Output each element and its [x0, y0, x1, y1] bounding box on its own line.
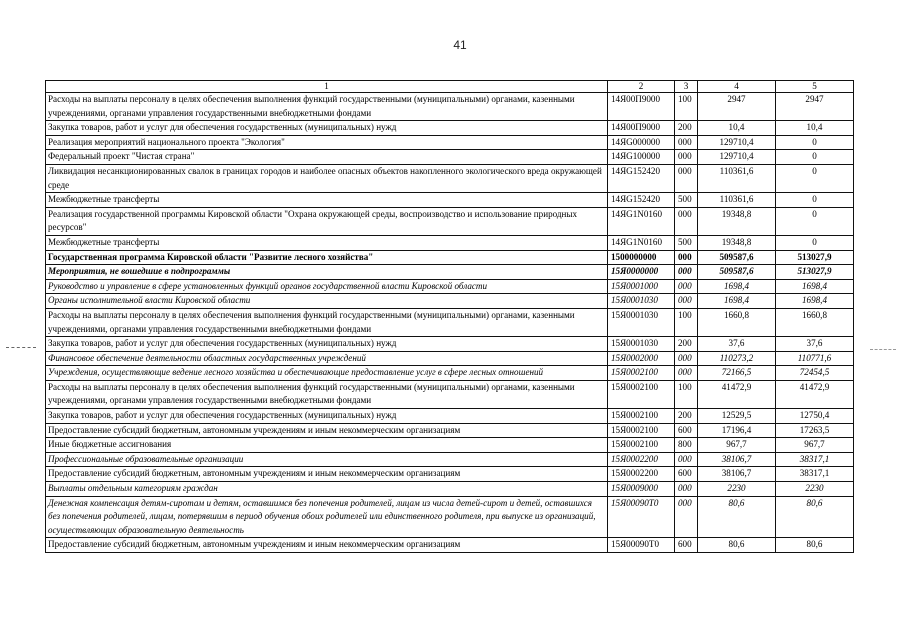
row-value-2: 0 — [776, 235, 854, 250]
row-value-1: 19348,8 — [698, 207, 776, 235]
row-expense-kind: 100 — [675, 380, 698, 408]
row-target-code: 15Я00090Т0 — [608, 538, 675, 553]
row-expense-kind: 000 — [675, 294, 698, 309]
row-value-2: 0 — [776, 150, 854, 165]
row-expense-kind: 000 — [675, 496, 698, 538]
row-value-2: 1698,4 — [776, 279, 854, 294]
row-description: Государственная программа Кировской области "Развитие лесного хозяйства" — [46, 250, 608, 265]
row-description: Денежная компенсация детям-сиротам и детям, оставшимся без попечения родителей, лицам из числа детей-сирот и детей, оставшихся без попечения родителей, лицам, потерявшим в период обучения обоих родителей или единственного родителя, при выпуске из организаций, осуществляющих образовательную деятельность — [46, 496, 608, 538]
table-row — [46, 409, 854, 424]
row-expense-kind: 200 — [675, 337, 698, 352]
row-value-2: 0 — [776, 164, 854, 192]
row-value-1: 19348,8 — [698, 235, 776, 250]
row-description: Органы исполнительной власти Кировской области — [46, 294, 608, 309]
table-row — [46, 193, 854, 208]
row-value-1: 2230 — [698, 482, 776, 497]
row-value-2: 2947 — [776, 93, 854, 121]
row-value-1: 1698,4 — [698, 294, 776, 309]
row-description: Расходы на выплаты персоналу в целях обеспечения выполнения функций государственными (муниципальными) органами, казенными учреждениями, органами управления государственными внебюджетными фондами — [46, 93, 608, 121]
row-value-1: 80,6 — [698, 538, 776, 553]
row-expense-kind: 000 — [675, 250, 698, 265]
row-value-2: 17263,5 — [776, 423, 854, 438]
row-value-2: 1660,8 — [776, 308, 854, 336]
row-value-1: 80,6 — [698, 496, 776, 538]
row-value-2: 2230 — [776, 482, 854, 497]
row-expense-kind: 000 — [675, 207, 698, 235]
row-description: Предоставление субсидий бюджетным, автономным учреждениям и иным некоммерческим организациям — [46, 423, 608, 438]
row-value-2: 10,4 — [776, 121, 854, 136]
row-value-2: 38317,1 — [776, 467, 854, 482]
row-expense-kind: 000 — [675, 452, 698, 467]
row-target-code: 15Я0009000 — [608, 482, 675, 497]
table-row — [46, 467, 854, 482]
row-target-code: 15Я0002100 — [608, 380, 675, 408]
row-description: Предоставление субсидий бюджетным, автономным учреждениям и иным некоммерческим организациям — [46, 538, 608, 553]
table-row — [46, 265, 854, 280]
row-description: Учреждения, осуществляющие ведение лесного хозяйства и обеспечивающие предоставление услуг в сфере лесных отношений — [46, 366, 608, 381]
row-value-1: 2947 — [698, 93, 776, 121]
row-value-2: 80,6 — [776, 496, 854, 538]
row-expense-kind: 000 — [675, 482, 698, 497]
row-value-1: 110361,6 — [698, 193, 776, 208]
table-row — [46, 380, 854, 408]
budget-table — [45, 80, 854, 553]
row-value-2: 80,6 — [776, 538, 854, 553]
row-target-code: 15Я0002200 — [608, 467, 675, 482]
row-target-code: 15Я0001030 — [608, 294, 675, 309]
row-expense-kind: 200 — [675, 409, 698, 424]
row-target-code: 14ЯG152420 — [608, 164, 675, 192]
row-description: Закупка товаров, работ и услуг для обеспечения государственных (муниципальных) нужд — [46, 409, 608, 424]
row-expense-kind: 600 — [675, 423, 698, 438]
row-target-code: 15Я0000000 — [608, 265, 675, 280]
table-row — [46, 93, 854, 121]
row-description: Профессиональные образовательные организации — [46, 452, 608, 467]
row-value-2: 967,7 — [776, 438, 854, 453]
table-row — [46, 351, 854, 366]
header-cell-kind: 3 — [675, 81, 698, 93]
row-description: Федеральный проект "Чистая страна" — [46, 150, 608, 165]
row-description: Выплаты отдельным категориям граждан — [46, 482, 608, 497]
row-value-1: 17196,4 — [698, 423, 776, 438]
row-target-code: 15Я0002100 — [608, 438, 675, 453]
row-description: Ликвидация несанкционированных свалок в границах городов и наиболее опасных объектов накопленного экологического вреда окружающей среде — [46, 164, 608, 192]
table-row — [46, 207, 854, 235]
row-target-code: 14Я00П9000 — [608, 93, 675, 121]
row-description: Расходы на выплаты персоналу в целях обеспечения выполнения функций государственными (муниципальными) органами, казенными учреждениями, органами управления государственными внебюджетными фондами — [46, 308, 608, 336]
table-row — [46, 164, 854, 192]
table-row — [46, 150, 854, 165]
table-row — [46, 452, 854, 467]
table-row — [46, 423, 854, 438]
row-value-2: 41472,9 — [776, 380, 854, 408]
row-value-2: 0 — [776, 207, 854, 235]
row-expense-kind: 000 — [675, 366, 698, 381]
row-description: Межбюджетные трансферты — [46, 193, 608, 208]
table-row — [46, 482, 854, 497]
row-target-code: 15Я0002000 — [608, 351, 675, 366]
table-row — [46, 496, 854, 538]
row-description: Межбюджетные трансферты — [46, 235, 608, 250]
row-target-code: 15Я00090Т0 — [608, 496, 675, 538]
row-description: Закупка товаров, работ и услуг для обеспечения государственных (муниципальных) нужд — [46, 337, 608, 352]
table-row — [46, 438, 854, 453]
table-row — [46, 366, 854, 381]
row-value-1: 110361,6 — [698, 164, 776, 192]
scan-edge-mark — [6, 347, 36, 348]
row-target-code: 14ЯG152420 — [608, 193, 675, 208]
row-expense-kind: 600 — [675, 467, 698, 482]
header-cell-code: 2 — [608, 81, 675, 93]
scan-edge-mark-right — [870, 349, 896, 350]
table-row — [46, 538, 854, 553]
row-target-code: 14ЯG000000 — [608, 135, 675, 150]
table-row — [46, 235, 854, 250]
row-description: Руководство и управление в сфере установленных функций органов государственной власти Кировской области — [46, 279, 608, 294]
row-expense-kind: 200 — [675, 121, 698, 136]
row-value-1: 72166,5 — [698, 366, 776, 381]
header-cell-value-2: 5 — [776, 81, 854, 93]
row-value-1: 10,4 — [698, 121, 776, 136]
row-description: Реализация мероприятий национального проекта "Экология" — [46, 135, 608, 150]
row-value-2: 1698,4 — [776, 294, 854, 309]
table-row — [46, 337, 854, 352]
row-target-code: 15Я0002100 — [608, 366, 675, 381]
row-expense-kind: 500 — [675, 193, 698, 208]
row-target-code: 1500000000 — [608, 250, 675, 265]
table-row — [46, 294, 854, 309]
row-value-1: 12529,5 — [698, 409, 776, 424]
row-description: Закупка товаров, работ и услуг для обеспечения государственных (муниципальных) нужд — [46, 121, 608, 136]
row-expense-kind: 000 — [675, 135, 698, 150]
table-row — [46, 135, 854, 150]
row-value-2: 38317,1 — [776, 452, 854, 467]
row-expense-kind: 100 — [675, 308, 698, 336]
row-expense-kind: 800 — [675, 438, 698, 453]
row-value-2: 72454,5 — [776, 366, 854, 381]
row-description: Иные бюджетные ассигнования — [46, 438, 608, 453]
row-target-code: 15Я0002100 — [608, 409, 675, 424]
row-value-1: 110273,2 — [698, 351, 776, 366]
row-value-2: 0 — [776, 193, 854, 208]
row-value-1: 38106,7 — [698, 467, 776, 482]
row-target-code: 14ЯG100000 — [608, 150, 675, 165]
row-target-code: 15Я0001000 — [608, 279, 675, 294]
row-target-code: 15Я0001030 — [608, 308, 675, 336]
row-value-1: 509587,6 — [698, 265, 776, 280]
row-value-2: 513027,9 — [776, 250, 854, 265]
row-expense-kind: 600 — [675, 538, 698, 553]
row-description: Мероприятия, не вошедшие в подпрограммы — [46, 265, 608, 280]
row-expense-kind: 000 — [675, 150, 698, 165]
row-description: Предоставление субсидий бюджетным, автономным учреждениям и иным некоммерческим организациям — [46, 467, 608, 482]
row-target-code: 14ЯG1N0160 — [608, 235, 675, 250]
table-row — [46, 279, 854, 294]
row-value-1: 38106,7 — [698, 452, 776, 467]
row-expense-kind: 000 — [675, 351, 698, 366]
header-cell-value-1: 4 — [698, 81, 776, 93]
row-description: Реализация государственной программы Кировской области "Охрана окружающей среды, воспроизводство и использование природных ресурсов" — [46, 207, 608, 235]
row-value-2: 110771,6 — [776, 351, 854, 366]
row-value-1: 1660,8 — [698, 308, 776, 336]
row-expense-kind: 500 — [675, 235, 698, 250]
row-value-2: 37,6 — [776, 337, 854, 352]
row-target-code: 14ЯG1N0160 — [608, 207, 675, 235]
row-value-1: 37,6 — [698, 337, 776, 352]
row-target-code: 14Я00П9000 — [608, 121, 675, 136]
table-row — [46, 308, 854, 336]
row-description: Расходы на выплаты персоналу в целях обеспечения выполнения функций государственными (муниципальными) органами, казенными учреждениями, органами управления государственными внебюджетными фондами — [46, 380, 608, 408]
row-value-1: 509587,6 — [698, 250, 776, 265]
row-value-1: 129710,4 — [698, 150, 776, 165]
row-value-1: 41472,9 — [698, 380, 776, 408]
row-value-2: 12750,4 — [776, 409, 854, 424]
row-value-1: 967,7 — [698, 438, 776, 453]
row-description: Финансовое обеспечение деятельности областных государственных учреждений — [46, 351, 608, 366]
row-expense-kind: 000 — [675, 279, 698, 294]
row-target-code: 15Я0002100 — [608, 423, 675, 438]
header-cell-desc: 1 — [46, 81, 608, 93]
table-row — [46, 250, 854, 265]
row-expense-kind: 100 — [675, 93, 698, 121]
row-value-1: 1698,4 — [698, 279, 776, 294]
table-header-row — [46, 81, 854, 93]
row-target-code: 15Я0002200 — [608, 452, 675, 467]
page-number: 41 — [453, 38, 467, 52]
row-expense-kind: 000 — [675, 265, 698, 280]
row-value-1: 129710,4 — [698, 135, 776, 150]
table-row — [46, 121, 854, 136]
row-value-2: 513027,9 — [776, 265, 854, 280]
row-value-2: 0 — [776, 135, 854, 150]
row-expense-kind: 000 — [675, 164, 698, 192]
row-target-code: 15Я0001030 — [608, 337, 675, 352]
